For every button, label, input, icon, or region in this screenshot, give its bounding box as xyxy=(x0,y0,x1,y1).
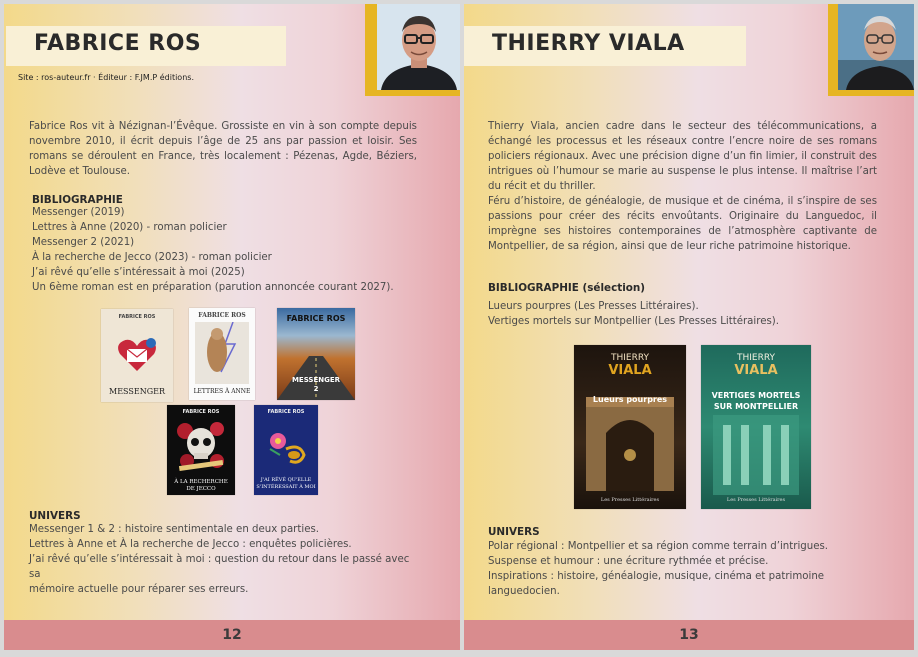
list-item: J’ai rêvé qu’elle s’intéressait à moi : question du retour dans le passé avec xyxy=(29,554,410,565)
building-columns-illustration xyxy=(707,405,805,495)
page-footer xyxy=(4,620,460,650)
univers-list xyxy=(29,522,409,597)
cover-publisher: Les Presses Littéraires xyxy=(600,497,660,503)
book-cover-messenger xyxy=(101,309,173,402)
bibliography-heading: BIBLIOGRAPHIE xyxy=(32,194,123,206)
univers-heading: UNIVERS xyxy=(29,510,81,522)
cover-title-number: 2 xyxy=(313,385,319,393)
cover-title: MESSENGER xyxy=(109,387,165,396)
cover-title-line2: SUR MONTPELLIER xyxy=(713,402,799,411)
univers-heading: UNIVERS xyxy=(488,526,540,538)
list-item: J’ai rêvé qu’elle s’intéressait à moi (2025) xyxy=(32,267,245,278)
author-photo-frame xyxy=(828,4,914,96)
book-cover-lettres-a-anne xyxy=(189,308,255,400)
bibliography-list xyxy=(488,299,779,329)
author-name: FABRICE ROS xyxy=(34,31,202,56)
list-item: Messenger 1 & 2 : histoire sentimentale en deux parties. xyxy=(29,524,320,535)
cover-title: J'AI RÊVÉ QU'ELLE xyxy=(260,477,312,483)
author-photo xyxy=(838,4,914,90)
cover-title-line2: DE JECCO xyxy=(186,486,216,492)
bibliography-heading: BIBLIOGRAPHIE (sélection) xyxy=(488,282,646,294)
cover-author: FABRICE ROS xyxy=(198,312,246,319)
cover-author-last: VIALA xyxy=(734,363,778,378)
cover-author-last: VIALA xyxy=(608,363,652,378)
page-right xyxy=(464,4,914,650)
list-item: mémoire actuelle pour réparer ses erreurs. xyxy=(29,584,249,595)
list-item: Lueurs pourpres (Les Presses Littéraires). xyxy=(488,301,699,312)
book-cover-a-la-recherche-de-jecco xyxy=(167,405,235,495)
author-bio: Thierry Viala, ancien cadre dans le secteur des télécommunications, a échangé les processus et les réseaux contre l’encre noire de ses romans policiers régionaux. Avec une précision digne d’un fin limier, il construit des intrigues où l’humour se marie au suspense le plus intense. Il maîtrise l’art du récit et du thriller. xyxy=(488,121,877,192)
cover-author-first: THIERRY xyxy=(610,353,650,363)
cover-title: MESSENGER xyxy=(291,376,341,384)
list-item: sa xyxy=(29,569,41,580)
author-bio: Fabrice Ros vit à Nézignan-l’Évêque. Grossiste en vin à son compte depuis novembre 2010, il écrit depuis l’âge de 25 ans par passion et loisir. Ses romans se déroulent en France, très localement : Pézenas, Agde, Béziers, Lodève et Toulouse. xyxy=(29,121,417,177)
list-item: Lettres à Anne (2020) - roman policier xyxy=(32,222,227,233)
author-name-banner xyxy=(464,26,746,66)
book-cover-vertiges-mortels xyxy=(701,345,811,509)
page-number: 13 xyxy=(679,627,699,643)
heart-envelope-icon xyxy=(117,337,157,373)
list-item: Lettres à Anne et À la recherche de Jecco : enquêtes policières. xyxy=(29,539,352,550)
figure-lightning-illustration xyxy=(195,322,249,384)
cover-title: LETTRES À ANNE xyxy=(193,388,251,395)
list-item: Messenger 2 (2021) xyxy=(32,237,135,248)
bibliography-list xyxy=(32,205,394,295)
flower-scorpion-illustration xyxy=(260,419,312,471)
author-name-banner xyxy=(6,26,286,82)
author-photo-frame xyxy=(365,4,460,96)
page-number: 12 xyxy=(222,627,242,643)
book-cover-jai-reve xyxy=(254,405,318,495)
cover-publisher: Les Presses Littéraires xyxy=(726,497,786,503)
list-item: À la recherche de Jecco (2023) - roman policier xyxy=(32,252,272,263)
author-bio-2: Féru d’histoire, de généalogie, de musique et de cinéma, il s’inspire de ses passions pour créer des récits envoûtants. Originaire du Languedoc, il imprègne ses histoires contemporaines de l’atmosphère captivante de Montpellier, de sa région, ainsi que de leur riche patrimoine historique. xyxy=(488,196,877,252)
cover-author: FABRICE ROS xyxy=(182,409,220,415)
list-item: Suspense et humour : une écriture rythmée et précise. xyxy=(488,556,769,567)
list-item: Un 6ème roman est en préparation (parution annoncée courant 2027). xyxy=(32,282,394,293)
cover-author: FABRICE ROS xyxy=(286,314,346,323)
cover-title: VERTIGES MORTELS xyxy=(711,391,801,400)
page-footer xyxy=(464,620,914,650)
author-site-line: Site : ros-auteur.fr · Éditeur : F.JM.P éditions. xyxy=(18,73,194,82)
cover-title: Lueurs pourpres xyxy=(592,395,668,404)
list-item: Inspirations : histoire, généalogie, musique, cinéma et patrimoine xyxy=(488,571,825,582)
author-name: THIERRY VIALA xyxy=(492,31,685,56)
list-item: Vertiges mortels sur Montpellier (Les Presses Littéraires). xyxy=(488,316,779,327)
cover-title: À LA RECHERCHE xyxy=(174,479,228,485)
list-item: Polar régional : Montpellier et sa région comme terrain d’intrigues. xyxy=(488,541,829,552)
list-item: Messenger (2019) xyxy=(32,207,125,218)
book-cover-messenger-2 xyxy=(277,308,355,400)
cover-author: FABRICE ROS xyxy=(118,314,156,320)
book-cover-lueurs-pourpres xyxy=(574,345,686,509)
page-left xyxy=(4,4,460,650)
list-item: languedocien. xyxy=(488,586,560,597)
author-photo xyxy=(377,4,460,90)
skull-roses-illustration xyxy=(175,417,227,473)
cover-author-first: THIERRY xyxy=(736,353,776,363)
cover-author: FABRICE ROS xyxy=(267,409,305,415)
univers-list xyxy=(488,539,828,599)
cover-title-line2: S'INTÉRESSAIT À MOI xyxy=(256,484,316,490)
